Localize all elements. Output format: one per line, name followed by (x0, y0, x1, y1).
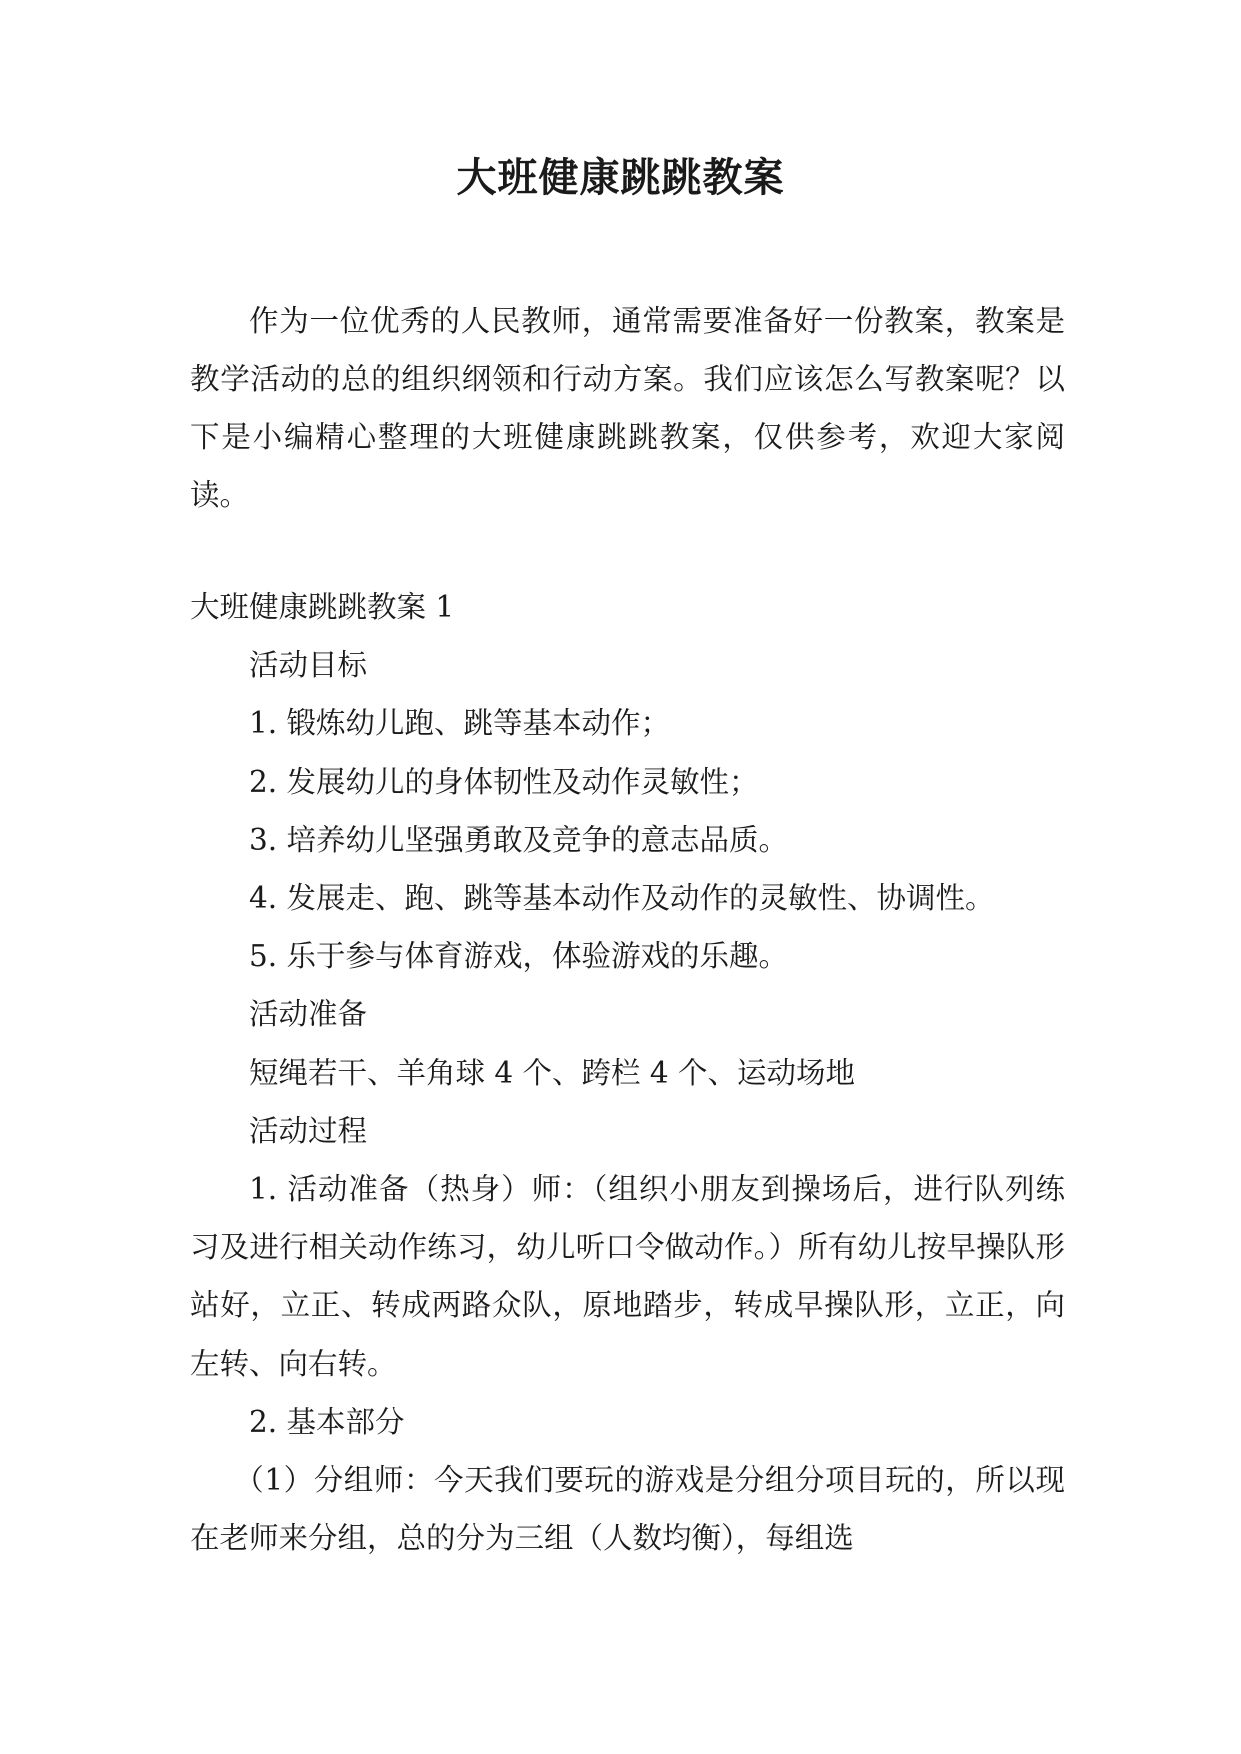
goals-heading: 活动目标 (249, 648, 368, 683)
process-heading: 活动过程 (249, 1113, 368, 1148)
prep-text: 短绳若干、羊角球 4 个、跨栏 4 个、运动场地 (249, 1055, 856, 1090)
process-step-2-heading: 2. 基本部分 (249, 1404, 405, 1439)
process-step-1: 1. 活动准备（热身）师：（组织小朋友到操场后，进行队列练习及进行相关动作练习，幼儿听口令做动作。）所有幼儿按早操队形站好，立正、转成两路众队，原地踏步，转成早操队形，立正，向左转、向右转。 (190, 1172, 1065, 1381)
lesson-plan-body (190, 578, 1065, 1567)
process-step-2-1: （1）分组师：今天我们要玩的游戏是分组分项目玩的，所以现在老师来分组，总的分为三组（人数均衡），每组选 (190, 1463, 1065, 1556)
goal-item: 4. 发展走、跑、跳等基本动作及动作的灵敏性、协调性。 (249, 881, 995, 916)
section-heading: 大班健康跳跳教案 1 (190, 590, 455, 624)
goal-item: 3. 培养幼儿坚强勇敢及竞争的意志品质。 (249, 822, 789, 857)
document-title: 大班健康跳跳教案 (456, 155, 785, 201)
intro-paragraph: 作为一位优秀的人民教师，通常需要准备好一份教案，教案是教学活动的总的组织纲领和行动方案。我们应该怎么写教案呢？以下是小编精心整理的大班健康跳跳教案，仅供参考，欢迎大家阅读。 (190, 304, 1065, 512)
prep-heading: 活动准备 (249, 997, 368, 1032)
goal-item: 2. 发展幼儿的身体韧性及动作灵敏性； (249, 764, 759, 799)
goal-item: 5. 乐于参与体育游戏，体验游戏的乐趣。 (249, 939, 789, 974)
goal-item: 1. 锻炼幼儿跑、跳等基本动作； (249, 706, 671, 741)
